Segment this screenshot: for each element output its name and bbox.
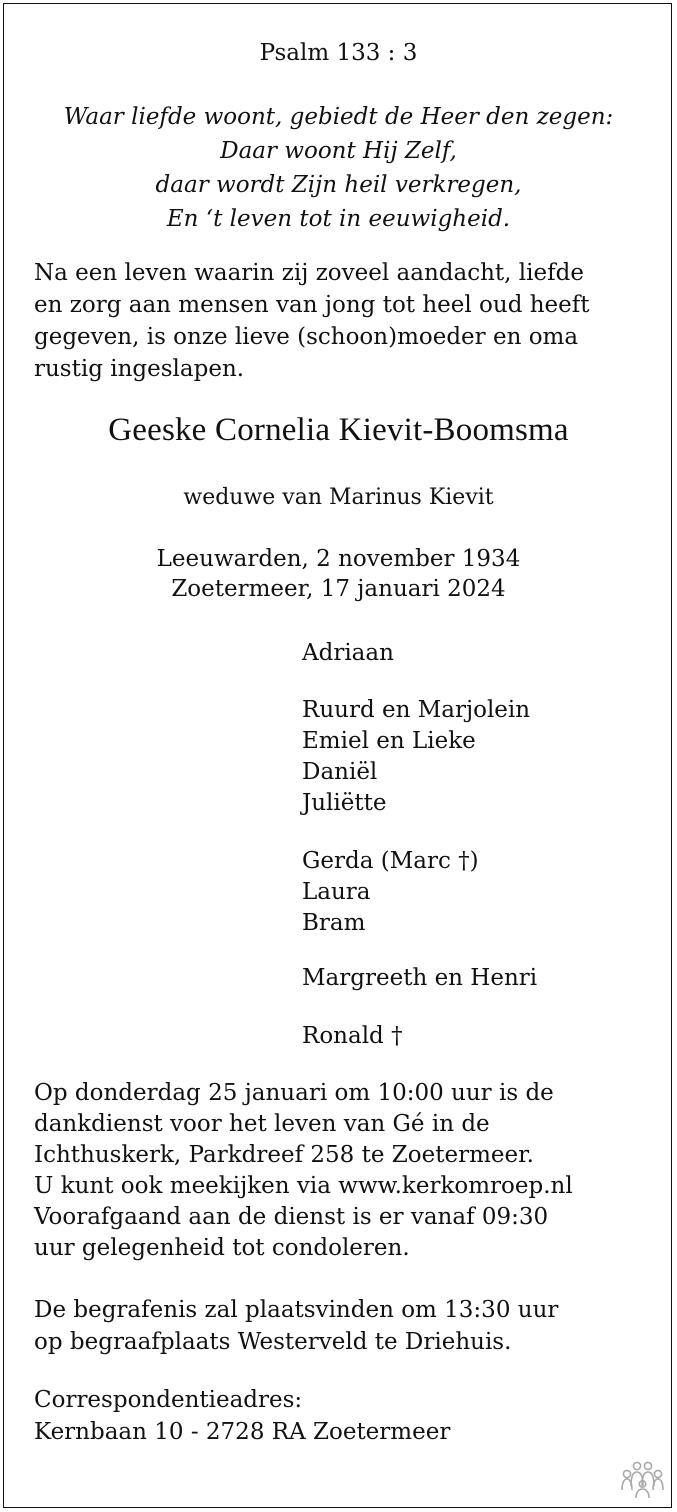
intro-line: en zorg aan mensen van jong tot heel oud heeft [34,292,590,318]
family-group [302,1021,403,1052]
family-member: Ronald † [302,1023,403,1049]
service-line: uur gelegenheid tot condoleren. [34,1235,410,1261]
burial-details [34,1294,654,1358]
service-details [34,1078,654,1264]
family-member: Daniël [302,759,378,785]
intro-line: gegeven, is onze lieve (schoon)moeder en oma [34,324,579,350]
service-line: Voorafgaand aan de dienst is er vanaf 09:30 [34,1204,549,1230]
intro-line: Na een leven waarin zij zoveel aandacht, liefde [34,260,584,286]
family-member: Laura [302,879,371,905]
verse-line: Daar woont Hij Zelf, [220,138,457,164]
service-line: dankdienst voor het leven van Gé in de [34,1111,490,1137]
birth-death-places [4,544,673,604]
family-member: Juliëtte [302,790,387,816]
burial-line: op begraafplaats Westerveld te Driehuis. [34,1329,512,1355]
family-member: Gerda (Marc †) [302,848,479,874]
correspondence-address [34,1384,654,1448]
family-member: Bram [302,910,366,936]
service-line: U kunt ook meekijken via www.kerkomroep.nl [34,1173,573,1199]
family-group [302,963,537,994]
correspondence-label: Correspondentieadres: [34,1387,303,1413]
family-member: Emiel en Lieke [302,728,476,754]
correspondence-street: Kernbaan 10 - 2728 RA Zoetermeer [34,1419,451,1445]
birth-line: Leeuwarden, 2 november 1934 [156,546,521,572]
deceased-name: Geeske Cornelia Kievit-Boomsma [108,412,569,448]
psalm-reference: Psalm 133 : 3 [259,40,418,66]
psalm-verse [4,100,673,236]
verse-line: En ‘t leven tot in eeuwigheid. [166,206,511,232]
death-line: Zoetermeer, 17 januari 2024 [171,576,506,602]
family-group [302,638,394,669]
verse-line: daar wordt Zijn heil verkregen, [155,172,522,198]
burial-line: De begrafenis zal plaatsvinden om 13:30 uur [34,1297,559,1323]
intro-text [34,257,654,385]
family-member: Adriaan [302,640,394,666]
widow-line: weduwe van Marinus Kievit [183,485,494,510]
family-member: Ruurd en Marjolein [302,697,531,723]
family-group [302,695,530,819]
family-group [302,846,479,939]
people-group-icon [620,1460,664,1500]
obituary-card [3,3,672,1508]
service-line: Op donderdag 25 januari om 10:00 uur is de [34,1080,554,1106]
family-member: Margreeth en Henri [302,965,538,991]
intro-line: rustig ingeslapen. [34,356,245,382]
verse-line: Waar liefde woont, gebiedt de Heer den zegen: [63,104,614,130]
service-line: Ichthuskerk, Parkdreef 258 te Zoetermeer. [34,1142,534,1168]
